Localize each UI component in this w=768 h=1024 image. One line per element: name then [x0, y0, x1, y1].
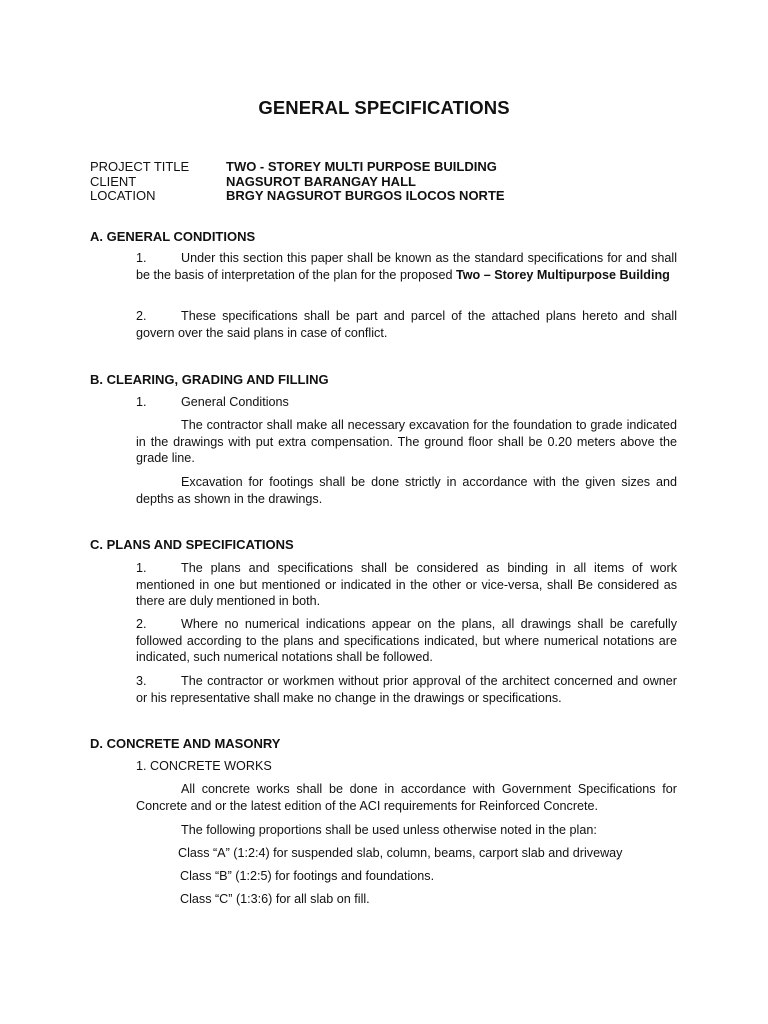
item-text: The plans and specifications shall be considered as binding in all items of work mentioned in one but mentioned or indicated in the other or vice-versa, shall Be considered as there are duly mentioned in both.: [136, 561, 677, 609]
section-d-paragraph-1: All concrete works shall be done in accordance with Government Specifications for Concrete and or the latest edition of the ACI requirements for Reinforced Concrete.: [136, 782, 677, 813]
section-b-item-1: [136, 394, 677, 411]
page-title: GENERAL SPECIFICATIONS: [258, 97, 510, 118]
section-c-item-2: [136, 616, 677, 666]
location-label: LOCATION: [90, 188, 156, 203]
item-number: 1.: [136, 561, 147, 575]
project-title-label: PROJECT TITLE: [90, 159, 190, 174]
item-text: These specifications shall be part and parcel of the attached plans hereto and shall govern over the said plans in case of conflict.: [136, 309, 677, 340]
section-c-item-1: [136, 560, 677, 610]
client-value: NAGSUROT BARANGAY HALL: [226, 174, 416, 189]
item-text: The contractor or workmen without prior approval of the architect concerned and owner or his representative shall make no change in the drawings or specifications.: [136, 674, 677, 705]
section-b-paragraph-1: The contractor shall make all necessary excavation for the foundation to grade indicated in the drawings with put extra compensation. The ground floor shall be 0.20 meters above the grade line.: [136, 418, 677, 466]
section-a-item-2: [136, 308, 677, 341]
section-b-paragraph-2: Excavation for footings shall be done strictly in accordance with the given sizes and depths as shown in the drawings.: [136, 475, 677, 506]
item-text: Where no numerical indications appear on the plans, all drawings shall be carefully followed according to the plans and specifications indicated, but where numerical notations are indicated, such numerical notations shall be followed.: [136, 617, 677, 665]
section-d-heading: D. CONCRETE AND MASONRY: [90, 736, 281, 751]
class-b-line: Class “B” (1:2:5) for footings and foundations.: [180, 869, 435, 883]
project-title-value: TWO - STOREY MULTI PURPOSE BUILDING: [226, 159, 497, 174]
item-text: Under this section this paper shall be known as the standard specifications for and shall be the basis of interpretation of the plan for the proposed: [136, 251, 677, 282]
section-c-heading: C. PLANS AND SPECIFICATIONS: [90, 537, 294, 552]
section-d-subheading: 1. CONCRETE WORKS: [136, 759, 272, 773]
section-a-item-1: [136, 250, 677, 283]
class-a-line: Class “A” (1:2:4) for suspended slab, column, beams, carport slab and driveway: [178, 846, 623, 860]
item-number: 3.: [136, 674, 147, 688]
item-text: General Conditions: [181, 395, 289, 409]
item-number: 1.: [136, 251, 147, 265]
item-number: 2.: [136, 309, 147, 323]
item-number: 1.: [136, 395, 147, 409]
location-value: BRGY NAGSUROT BURGOS ILOCOS NORTE: [226, 188, 505, 203]
item-number: 2.: [136, 617, 147, 631]
client-label: CLIENT: [90, 174, 137, 189]
section-d-paragraph-2: The following proportions shall be used unless otherwise noted in the plan:: [181, 823, 597, 837]
section-c-item-3: [136, 673, 677, 706]
class-c-line: Class “C” (1:3:6) for all slab on fill.: [180, 892, 370, 906]
section-b-heading: B. CLEARING, GRADING AND FILLING: [90, 372, 329, 387]
item-bold-text: Two – Storey Multipurpose Building: [455, 267, 670, 282]
section-a-heading: A. GENERAL CONDITIONS: [90, 229, 256, 244]
